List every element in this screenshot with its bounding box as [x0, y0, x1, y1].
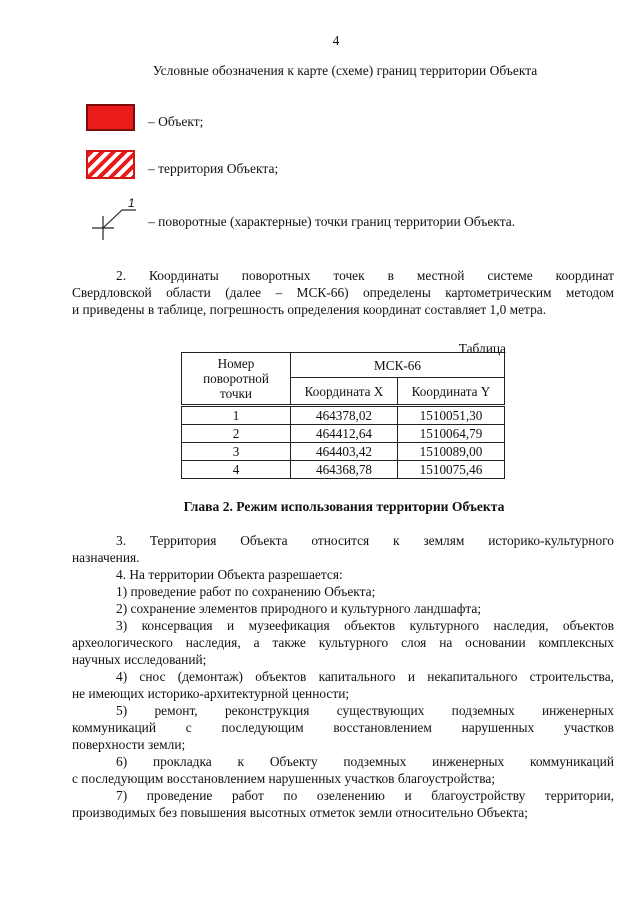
list-item: 3) консервация и музеефикация объектов культурного наследия, объектов	[116, 618, 614, 633]
cell-y: 1510075,46	[398, 461, 505, 479]
cell-x: 464412,64	[291, 425, 398, 443]
cell-point: 2	[182, 425, 291, 443]
list-item: с последующим восстановлением нарушенных участков благоустройства;	[72, 771, 496, 786]
cell-point: 4	[182, 461, 291, 479]
legend-item-territory: – территория Объекта;	[148, 161, 279, 176]
list-item: 6) прокладка к Объекту подземных инженерных коммуникаций	[116, 754, 614, 769]
list-item: поверхности земли;	[72, 737, 186, 752]
paragraph-line: 4. На территории Объекта разрешается:	[116, 567, 343, 582]
table-row	[182, 425, 505, 443]
turning-point-icon	[86, 196, 138, 242]
list-item: научных исследований;	[72, 652, 207, 667]
paragraph-line: и приведены в таблице, погрешность определения координат составляет 1,0 метра.	[72, 302, 547, 317]
chapter-title: Глава 2. Режим использования территории Объекта	[183, 499, 505, 514]
paragraph-coordinates	[72, 267, 614, 318]
list-item: 5) ремонт, реконструкция существующих подземных инженерных	[116, 703, 614, 718]
cell-point: 1	[182, 406, 291, 425]
list-item: 4) снос (демонтаж) объектов капитального и некапитального строительства,	[116, 669, 614, 684]
cell-y: 1510064,79	[398, 425, 505, 443]
header-coordinate-system: МСК-66	[291, 353, 505, 378]
table-caption: Таблица	[458, 341, 506, 356]
table-row	[182, 461, 505, 479]
list-item: 2) сохранение элементов природного и культурного ландшафта;	[116, 601, 482, 616]
table-row	[182, 406, 505, 425]
list-item: 1) проведение работ по сохранению Объекта;	[116, 584, 376, 599]
list-item: производимых без повышения высотных отметок земли относительно Объекта;	[72, 805, 528, 820]
header-x: Координата X	[291, 378, 398, 406]
table-row	[182, 443, 505, 461]
cell-point: 3	[182, 443, 291, 461]
page-number: 4	[332, 33, 340, 48]
cell-x: 464368,78	[291, 461, 398, 479]
list-item: коммуникаций с последующим восстановлением нарушенных участков	[72, 720, 614, 735]
header-y: Координата Y	[398, 378, 505, 406]
cell-x: 464403,42	[291, 443, 398, 461]
legend-item-object: – Объект;	[148, 114, 204, 129]
object-solid-swatch-icon	[86, 104, 135, 131]
cell-x: 464378,02	[291, 406, 398, 425]
turning-point-number: 1	[128, 196, 135, 210]
list-item: археологического наследия, а также культурного слоя на основании комплексных	[72, 635, 614, 650]
coordinates-table	[181, 352, 505, 479]
cell-y: 1510051,30	[398, 406, 505, 425]
paragraph-line: 3. Территория Объекта относится к землям историко-культурного	[116, 533, 614, 548]
cell-y: 1510089,00	[398, 443, 505, 461]
legend-title: Условные обозначения к карте (схеме) границ территории Объекта	[152, 63, 538, 78]
paragraph-line: Свердловской области (далее – МСК-66) определены картометрическим методом	[72, 285, 614, 300]
legend-item-turning-points: – поворотные (характерные) точки границ территории Объекта.	[148, 214, 516, 229]
list-item: 7) проведение работ по озеленению и благоустройству территории,	[116, 788, 614, 803]
paragraph-line: 2. Координаты поворотных точек в местной системе координат	[116, 268, 614, 283]
paragraph-line: назначения.	[72, 550, 140, 565]
header-point-number: Номер поворотной точки	[182, 353, 291, 406]
list-item: не имеющих историко-архитектурной ценности;	[72, 686, 350, 701]
territory-hatched-swatch-icon	[86, 150, 135, 179]
chapter-body	[72, 532, 614, 821]
